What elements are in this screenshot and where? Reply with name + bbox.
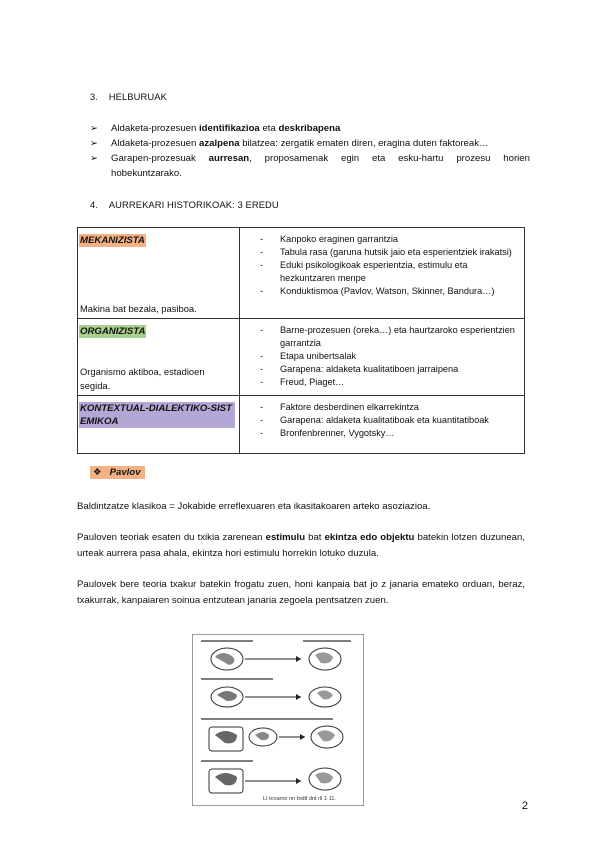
list-item: ➢ Aldaketa-prozesuen azalpena bilatzea: zergatik ematen diren, eragina duten faktoreak… [90, 138, 489, 149]
section-number: 4. [90, 199, 99, 210]
list-item: - Etapa unibertsalak [260, 350, 518, 363]
list-item: - Garapena: aldaketa kualitatiboak eta kuantitatiboak [260, 414, 518, 427]
list-item: - Bronfenbrenner, Vygotsky… [260, 427, 518, 440]
model-cell [78, 319, 240, 396]
model-description: Makina bat bezala, pasiboa. [80, 303, 197, 314]
list-item: - Tabula rasa (garuna hutsik jaio eta esperientziek irakatsi) [260, 246, 518, 259]
model-features [240, 319, 525, 396]
section-title: AURREKARI HISTORIKOAK: 3 EREDU [108, 199, 279, 210]
model-cell [78, 396, 240, 454]
list-item: ➢ Aldaketa-prozesuen identifikazioa eta deskribapena [90, 123, 341, 134]
list-item: ➢ Garapen-prozesuak aurresan, proposamenak egin eta esku-hartu prozesu horien hobekuntzarako. [90, 153, 530, 179]
models-table [77, 227, 525, 454]
list-item: - Barne-prozesuen (oreka…) eta haurtzaroko esperientzien garrantzia [260, 324, 518, 350]
section-4-heading [90, 199, 279, 210]
paragraph: Paulovek bere teoria txakur batekin frogatu zuen, honi kanpaia bat jo z janaria emateko orduan, beraz, txakurrak, kanpaiaren soinua entzutean janaria zegoela pentsatzen zuen. [77, 579, 525, 606]
arrow-bullet-icon: ➢ [90, 138, 99, 149]
arrow-bullet-icon: ➢ [90, 123, 99, 134]
list-item: - Eduki psikologikoak esperientzia, estimulu eta hezkuntzaren menpe [260, 259, 518, 285]
model-description: Organismo aktiboa, estadioen segida. [80, 366, 205, 391]
section-number: 3. [90, 91, 99, 102]
model-name: KONTEXTUAL-DIALEKTIKO-SISTEMIKOA [79, 402, 235, 428]
section-title: HELBURUAK [108, 91, 167, 102]
list-item: - Kanpoko eraginen garrantzia [260, 233, 518, 246]
page-number: 2 [521, 800, 528, 812]
model-features [240, 396, 525, 454]
model-name: MEKANIZISTA [80, 235, 145, 246]
list-item: - Faktore desberdinen elkarrekintza [260, 401, 518, 414]
paragraph: Pauloven teoriak esaten du txikia zarenean estimulu bat ekintza edo objektu batekin lotzen duzunean, urteak aurrera pasa ahala, ekintza hori estimulu horrekin lotuko duzula. [77, 532, 525, 559]
dog-conditioning-illustration-icon [193, 635, 363, 805]
paragraph: Baldintzatze klasikoa = Jokabide erreflexuaren eta ikasitakoaren arteko asoziazioa. [77, 501, 431, 512]
model-name: ORGANIZISTA [80, 326, 146, 337]
pavlov-title: Pavlov [109, 467, 141, 478]
model-cell [78, 228, 240, 319]
table-row [78, 228, 525, 319]
pavlov-heading [90, 466, 145, 479]
diamond-bullet-icon: ❖ [93, 467, 102, 478]
list-item: - Freud, Piaget… [260, 376, 518, 389]
figure-caption: Ll·tcnarno nn·tndtl dnt rll 1·11. [263, 796, 336, 802]
section-3-heading [90, 91, 167, 102]
arrow-bullet-icon: ➢ [90, 153, 99, 164]
list-item: - Konduktismoa (Pavlov, Watson, Skinner, Bandura…) [260, 285, 518, 298]
table-row [78, 319, 525, 396]
table-row [78, 396, 525, 454]
conditioning-figure [192, 634, 364, 806]
model-features [240, 228, 525, 319]
list-item: - Garapena: aldaketa kualitatiboen jarraipena [260, 363, 518, 376]
